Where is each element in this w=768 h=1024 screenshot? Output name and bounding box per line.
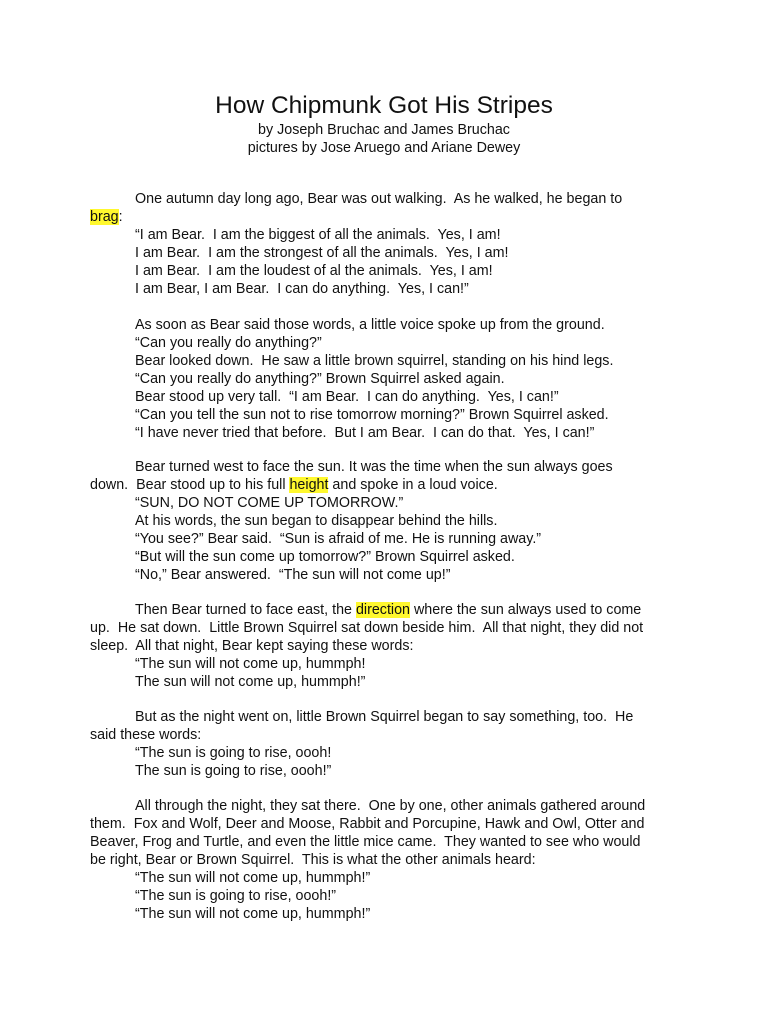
text-line: One autumn day long ago, Bear was out walking. As he walked, he began to	[135, 191, 623, 207]
text-line: “The sun is going to rise, oooh!”	[135, 888, 337, 904]
paragraph-1	[90, 190, 690, 298]
text-line: up. He sat down. Little Brown Squirrel sat down beside him. All that night, they did not	[90, 620, 644, 636]
text-line: “You see?” Bear said. “Sun is afraid of me. He is running away.”	[135, 531, 542, 547]
text-line	[90, 601, 690, 619]
highlighted-word: direction	[355, 602, 410, 618]
text-line: But as the night went on, little Brown Squirrel began to say something, too. He	[135, 709, 634, 725]
text-line: “Can you really do anything?”	[135, 335, 322, 351]
text-line: “SUN, DO NOT COME UP TOMORROW.”	[135, 495, 404, 511]
text-line: I am Bear, I am Bear. I can do anything. Yes, I can!”	[135, 281, 469, 297]
text-fragment: :	[118, 209, 123, 225]
text-line: All through the night, they sat there. One by one, other animals gathered around	[135, 798, 646, 814]
text-fragment: down. Bear stood up to his full	[90, 477, 290, 493]
text-line: be right, Bear or Brown Squirrel. This is what the other animals heard:	[90, 852, 536, 868]
text-fragment: where the sun always used to come	[410, 602, 642, 618]
text-line: At his words, the sun began to disappear behind the hills.	[135, 513, 498, 529]
author-credit: by Joseph Bruchac and James Bruchac	[258, 122, 510, 138]
text-line	[90, 476, 690, 494]
text-line: “The sun is going to rise, oooh!	[135, 745, 332, 761]
text-line: “But will the sun come up tomorrow?” Brown Squirrel asked.	[135, 549, 515, 565]
text-line: “The sun will not come up, hummph!”	[135, 906, 371, 922]
highlighted-word: height	[289, 477, 329, 493]
text-line: “No,” Bear answered. “The sun will not come up!”	[135, 567, 451, 583]
story-title: How Chipmunk Got His Stripes	[215, 92, 553, 119]
text-line: I am Bear. I am the loudest of al the animals. Yes, I am!	[135, 263, 493, 279]
text-line: Bear turned west to face the sun. It was the time when the sun always goes	[135, 459, 613, 475]
text-line: The sun is going to rise, oooh!”	[135, 763, 332, 779]
text-line: “I am Bear. I am the biggest of all the animals. Yes, I am!	[135, 227, 501, 243]
paragraph-3	[90, 458, 690, 584]
text-line: I am Bear. I am the strongest of all the animals. Yes, I am!	[135, 245, 509, 261]
paragraph-6	[90, 797, 690, 923]
illustrator-credit: pictures by Jose Aruego and Ariane Dewey	[247, 140, 521, 156]
text-fragment: Then Bear turned to face east, the	[135, 602, 356, 618]
text-line: The sun will not come up, hummph!”	[135, 674, 366, 690]
text-fragment: and spoke in a loud voice.	[328, 477, 498, 493]
text-line: As soon as Bear said those words, a little voice spoke up from the ground.	[135, 317, 605, 333]
highlighted-word: brag	[90, 209, 119, 225]
text-line: Beaver, Frog and Turtle, and even the little mice came. They wanted to see who would	[90, 834, 641, 850]
text-line: them. Fox and Wolf, Deer and Moose, Rabbit and Porcupine, Hawk and Owl, Otter and	[90, 816, 645, 832]
text-line	[90, 208, 690, 226]
text-line: sleep. All that night, Bear kept saying these words:	[90, 638, 414, 654]
text-line: “Can you really do anything?” Brown Squirrel asked again.	[135, 371, 505, 387]
text-line: “The sun will not come up, hummph!	[135, 656, 366, 672]
text-line: “The sun will not come up, hummph!”	[135, 870, 371, 886]
text-line: “Can you tell the sun not to rise tomorrow morning?” Brown Squirrel asked.	[135, 407, 609, 423]
text-line: Bear looked down. He saw a little brown squirrel, standing on his hind legs.	[135, 353, 614, 369]
text-line: said these words:	[90, 727, 202, 743]
text-line: “I have never tried that before. But I am Bear. I can do that. Yes, I can!”	[135, 425, 595, 441]
paragraph-4	[90, 601, 690, 691]
paragraph-2	[90, 316, 690, 442]
text-line: Bear stood up very tall. “I am Bear. I can do anything. Yes, I can!”	[135, 389, 559, 405]
paragraph-5	[90, 708, 690, 780]
